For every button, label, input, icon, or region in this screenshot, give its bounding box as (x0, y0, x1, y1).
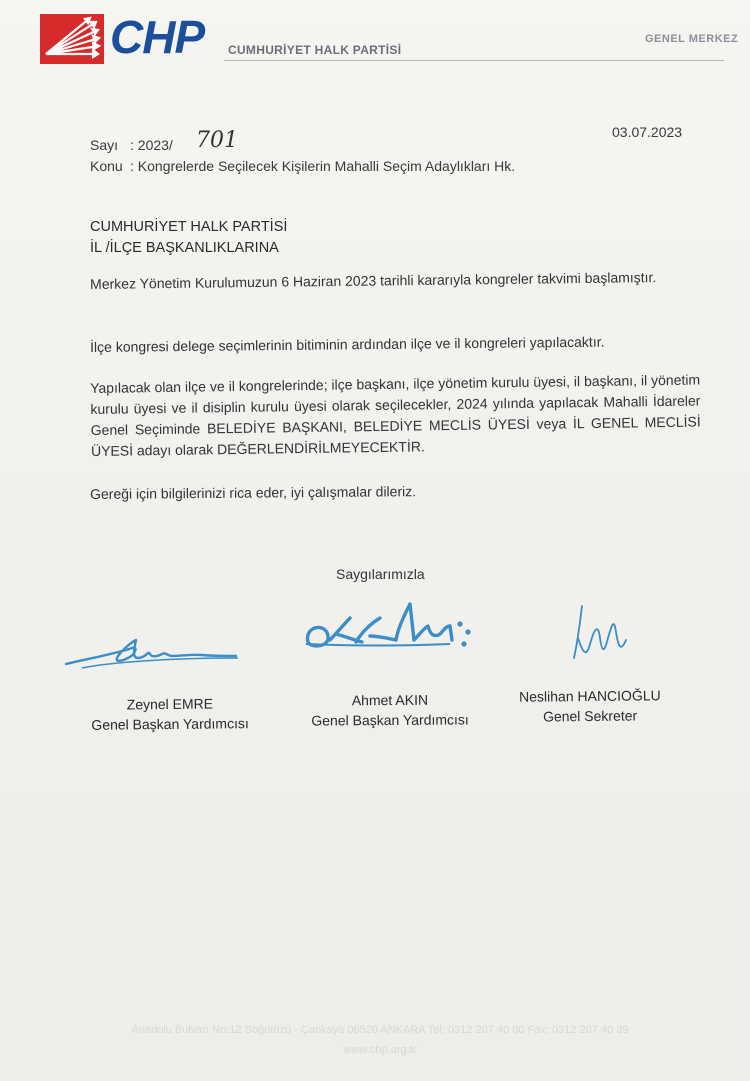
body-paragraph-3: Yapılacak olan ilçe ve il kongrelerinde; ilçe başkanı, ilçe yönetim kurulu üyesi, il başkanı, il yönetim kurulu üyesi ve il disiplin kurulu üyesi olarak seçilecekler, 2024 yılında yapılacak Mahalli İdareler Genel Seçiminde BELEDİYE BAŞKANI, BELEDİYE MECLİS ÜYESİ veya İL GENEL MECLİSİ ÜYESİ adayı olarak DEĞERLENDİRİLMEYECEKTİR. (90, 371, 701, 459)
closing-salutation: Saygılarımızla (336, 566, 425, 582)
signature-zeynel-emre (62, 628, 242, 682)
konu-value: : Kongrelerde Seçilecek Kişilerin Mahalli Seçim Adaylıkları Hk. (130, 158, 516, 174)
addressee-line-1: CUMHURİYET HALK PARTİSİ (90, 219, 288, 235)
addressee-line-2: İL /İLÇE BAŞKANLIKLARINA (90, 240, 279, 256)
konu-label: Konu (90, 158, 123, 174)
body-paragraph-4: Gereği için bilgilerinizi rica eder, iyi çalışmalar dileriz. (90, 483, 417, 502)
header-divider (224, 60, 724, 61)
footer-website: www.chp.org.tr (343, 1044, 417, 1056)
signer-2-title: Genel Başkan Yardımcısı (311, 711, 469, 729)
chp-logo-icon (40, 14, 104, 64)
signer-3-title: Genel Sekreter (542, 707, 638, 725)
signer-1-title: Genel Başkan Yardımcısı (91, 715, 249, 733)
signature-ahmet-akin (300, 596, 485, 662)
signer-3-name: Neslihan HANCIOĞLU (519, 687, 661, 705)
signer-1 (70, 693, 270, 735)
signer-2-name: Ahmet AKIN (351, 691, 429, 709)
body-paragraph-2: İlçe kongresi delege seçimlerinin bitiminin ardından ilçe ve il kongreleri yapılacaktır. (90, 333, 605, 355)
body-paragraph-1: Merkez Yönetim Kurulumuzun 6 Haziran 2023 tarihli kararıyla kongreler takvimi başlamıştır. (90, 269, 657, 292)
signer-2 (290, 689, 490, 730)
document-date: 03.07.2023 (612, 124, 683, 140)
footer-address: Anadolu Bulvarı No:12 Söğütözü - Çankaya 06520 ANKARA Tel: 0312 207 40 00 Fax: 0312 207 40 39 (131, 1024, 629, 1036)
party-name: CUMHURİYET HALK PARTİSİ (228, 43, 402, 57)
sayi-label: Sayı (90, 137, 119, 153)
signature-neslihan-hancioglu (560, 598, 640, 672)
addressee-block (90, 217, 287, 259)
signer-1-name: Zeynel EMRE (126, 695, 214, 713)
sayi-handwritten-number: 701 (196, 128, 238, 153)
chp-logo-text: CHP (110, 11, 205, 63)
sayi-value: : 2023/ (130, 137, 173, 153)
signer-3 (490, 685, 690, 727)
genel-merkez-label: GENEL MERKEZ (645, 33, 739, 45)
